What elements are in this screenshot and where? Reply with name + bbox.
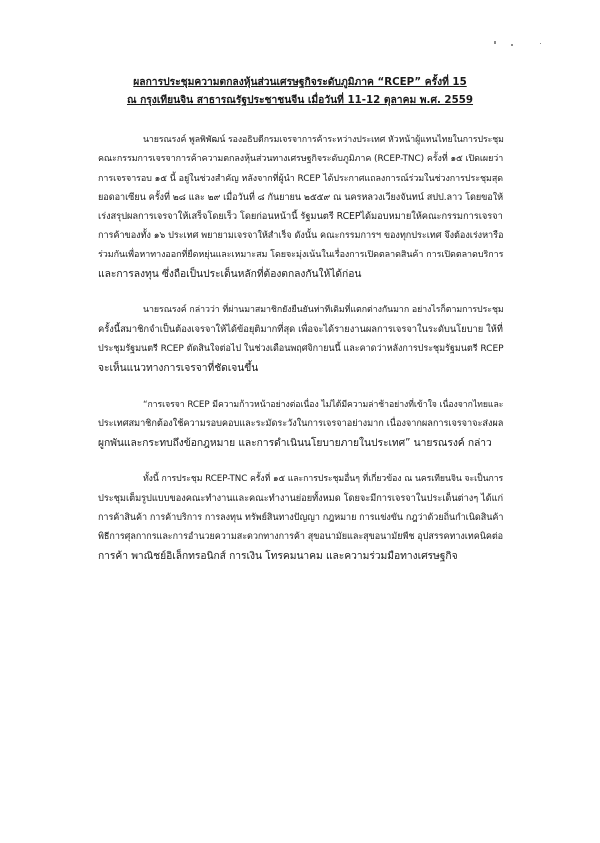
document-title-line-1: ผลการประชุมความตกลงหุ้นส่วนเศรษฐกิจระดับภูมิภาค “RCEP” ครั้งที่ 15 [133, 76, 467, 88]
paragraph-1-line: คณะกรรมการเจรจาการค้าความตกลงหุ้นส่วนทางเศรษฐกิจระดับภูมิภาค (RCEP-TNC) ครั้งที่ ๑๕ เปิดเผยว่า [98, 154, 504, 164]
paragraph-2-line: นายรณรงค์ กล่าวว่า ที่ผ่านมาสมาชิกยังยืนยันท่าทีเดิมที่แตกต่างกันมาก อย่างไรก็ตามการประชุม [143, 305, 504, 315]
paragraph-4-line: ทั้งนี้ การประชุม RCEP-TNC ครั้งที่ ๑๕ และการประชุมอื่นๆ ที่เกี่ยวข้อง ณ นครเทียนจิน จะเป็นการ [143, 474, 504, 484]
paragraph-2-line: ประชุมรัฐมนตรี RCEP ตัดสินใจต่อไป ในช่วงเดือนพฤศจิกายนนี้ และคาดว่าหลังการประชุมรัฐมนตรี RCEP [98, 344, 504, 354]
paragraph-4-line: พิธีการศุลกากรและการอำนวยความสะดวกทางการค้า สุขอนามัยและสุขอนามัยพืช อุปสรรคทางเทคนิคต่อ [98, 532, 504, 542]
paragraph-1-line: การค้าของทั้ง ๑๖ ประเทศ พยายามเจรจาให้สำเร็จ ดังนั้น คณะกรรมการฯ ของทุกประเทศ จึงต้องเร่งหารือ [98, 231, 504, 241]
paragraph-1-line: ยอดอาเซียน ครั้งที่ ๒๘ และ ๒๙ เมื่อวันที่ ๘ กันยายน ๒๕๕๙ ณ นครหลวงเวียงจันทน์ สปป.ลาว โดยขอให้ [98, 193, 504, 203]
paragraph-1-line: เร่งสรุปผลการเจรจาให้เสร็จโดยเร็ว โดยก่อนหน้านี้ รัฐมนตรี RCEPได้มอบหมายให้คณะกรรมการเจรจา [98, 211, 503, 222]
paragraph-1-line: ร่วมกันเพื่อหาทางออกที่ยืดหยุ่นและเหมาะสม โดยจะมุ่งเน้นในเรื่องการเปิดตลาดสินค้า การเปิดตลาดบริการ [98, 250, 504, 260]
paragraph-2-line: ครั้งนี้สมาชิกจำเป็นต้องเจรจาให้ได้ข้อยุติมากที่สุด เพื่อจะได้รายงานผลการเจรจาในระดับนโยบาย ให้ที่ [98, 324, 503, 335]
paragraph-2-line: จะเห็นแนวทางการเจรจาที่ชัดเจนขึ้น [98, 362, 259, 374]
quote-paragraph-line: “การเจรจา RCEP มีความก้าวหน้าอย่างต่อเนื่อง ไม่ได้มีความล่าช้าอย่างที่เข้าใจ เนื่องจากไทยและ [143, 400, 504, 410]
paragraph-4-line: ประชุมเต็มรูปแบบของคณะทำงานและคณะทำงานย่อยทั้งหมด โดยจะมีการเจรจาในประเด็นต่างๆ ได้แก่ [98, 493, 504, 504]
paragraph-1-line: นายรณรงค์ พูลพิพัฒน์ รองอธิบดีกรมเจรจาการค้าระหว่างประเทศ หัวหน้าผู้แทนไทยในการประชุม [143, 135, 504, 145]
paragraph-4-line: การค้า พาณิชย์อิเล็กทรอนิกส์ การเงิน โทรคมนาคม และความร่วมมือทางเศรษฐกิจ [98, 550, 458, 562]
quote-paragraph-line: ผูกพันและกระทบถึงข้อกฎหมาย และการดำเนินนโยบายภายในประเทศ” นายรณรงค์ กล่าว [98, 437, 492, 449]
paragraph-4-line: การค้าสินค้า การค้าบริการ การลงทุน ทรัพย์สินทางปัญญา กฎหมาย การแข่งขัน กฎว่าด้วยถิ่นกำเนิดสินค้า [98, 513, 504, 523]
paragraph-1-line: และการลงทุน ซึ่งถือเป็นประเด็นหลักที่ต้องตกลงกันให้ได้ก่อน [98, 268, 362, 280]
paragraph-1-line: การเจรจารอบ ๑๕ นี้ อยู่ในช่วงสำคัญ หลังจากที่ผู้นำ RCEP ได้ประกาศแถลงการณ์ร่วมในช่วงการประชุมสุด [98, 174, 504, 184]
scan-speck [494, 41, 496, 44]
scan-speck [511, 44, 513, 46]
document-title-line-2: ณ กรุงเทียนจิน สาธารณรัฐประชาชนจีน เมื่อวันที่ 11-12 ตุลาคม พ.ศ. 2559 [126, 94, 474, 106]
scan-speck [540, 43, 541, 44]
quote-paragraph-line: ประเทศสมาชิกต้องใช้ความรอบคอบและระมัดระวังในการเจรจาอย่างมาก เนื่องจากผลการเจรจาจะส่งผล [98, 418, 504, 429]
